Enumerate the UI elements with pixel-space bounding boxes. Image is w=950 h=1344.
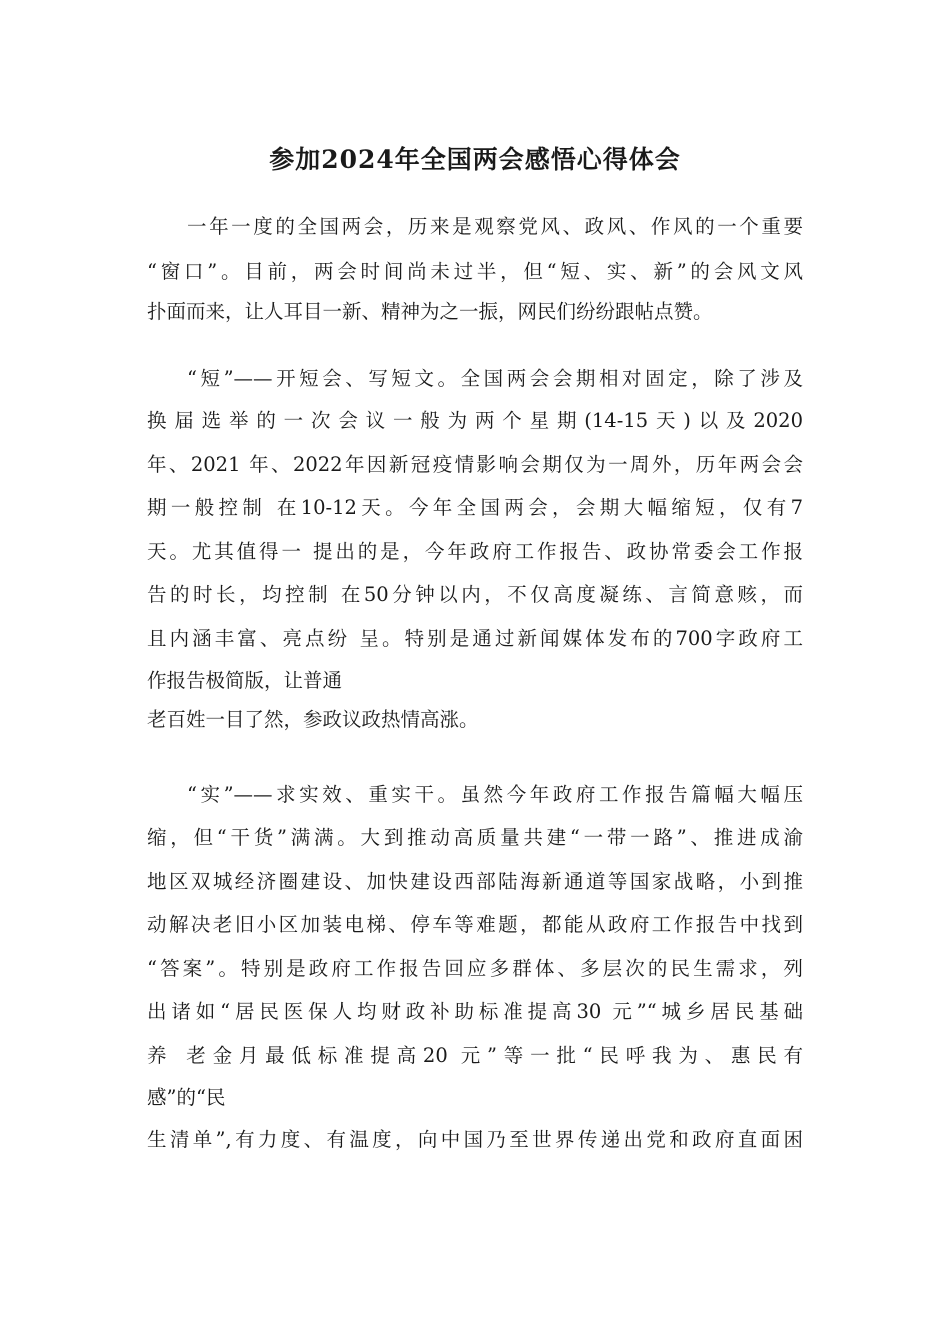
paragraph-2-line-5: 天。尤其值得一 提出的是，今年政府工作报告、政协常委会工作报 xyxy=(147,540,803,563)
paragraph-2-line-9: 老百姓一目了然，参政议政热情高涨。 xyxy=(147,708,479,731)
paragraph-2-line-1: “短”——开短会、写短文。全国两会会期相对固定，除了涉及 xyxy=(187,367,803,390)
paragraph-3-line-9: 生清单”,有力度、有温度，向中国乃至世界传递出党和政府直面困 xyxy=(147,1128,803,1151)
paragraph-3-line-7: 养 老金月最低标准提高20 元”等一批“民呼我为、惠民有 xyxy=(147,1044,803,1067)
paragraph-3-line-6: 出诸如“居民医保人均财政补助标准提高30 元”“城乡居民基础 xyxy=(147,1000,803,1023)
document-title: 参加2024年全国两会感悟心得体会 xyxy=(269,145,681,174)
paragraph-1-line-2: “窗口”。目前，两会时间尚未过半，但“短、实、新”的会风文风 xyxy=(147,260,803,283)
paragraph-3-line-4: 动解决老旧小区加装电梯、停车等难题，都能从政府工作报告中找到 xyxy=(147,913,803,936)
paragraph-3-line-5: “答案”。特别是政府工作报告回应多群体、多层次的民生需求，列 xyxy=(147,957,803,980)
paragraph-2-line-3: 年、2021 年、2022年因新冠疫情影响会期仅为一周外，历年两会会 xyxy=(147,453,803,476)
paragraph-3-line-3: 地区双城经济圈建设、加快建设西部陆海新通道等国家战略，小到推 xyxy=(147,870,803,893)
paragraph-3-line-2: 缩，但“干货”满满。大到推动高质量共建“一带一路”、推进成渝 xyxy=(147,826,803,849)
paragraph-3-line-1: “实”——求实效、重实干。虽然今年政府工作报告篇幅大幅压 xyxy=(187,783,803,806)
paragraph-2-line-8: 作报告极简版，让普通 xyxy=(147,669,343,692)
paragraph-3-line-8: 感”的“民 xyxy=(147,1086,226,1109)
paragraph-2-line-7: 且内涵丰富、亮点纷 呈。特别是通过新闻媒体发布的700字政府工 xyxy=(147,627,803,650)
paragraph-1-line-3: 扑面而来，让人耳目一新、精神为之一振，网民们纷纷跟帖点赞。 xyxy=(147,300,713,323)
paragraph-2-line-2: 换届选举的一次会议一般为两个星期(14-15天)以及2020 xyxy=(147,409,803,432)
paragraph-2-line-4: 期一般控制 在10-12天。今年全国两会，会期大幅缩短，仅有7 xyxy=(147,496,803,519)
paragraph-1-line-1: 一年一度的全国两会，历来是观察党风、政风、作风的一个重要 xyxy=(187,215,803,238)
paragraph-2-line-6: 告的时长，均控制 在50分钟以内，不仅高度凝练、言简意赅，而 xyxy=(147,583,803,606)
